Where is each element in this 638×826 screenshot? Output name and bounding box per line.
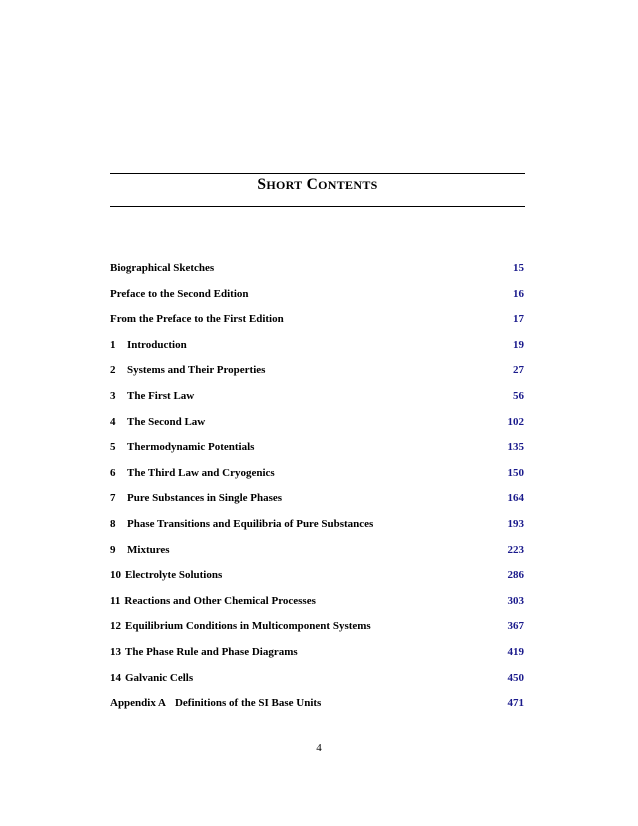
toc-entry-label[interactable]: Electrolyte Solutions [125,569,223,582]
title-rest-short: HORT [266,178,303,192]
toc-entry-number: 11 [110,594,121,607]
toc-entry[interactable] [110,262,524,288]
toc-list [110,262,524,723]
toc-entry-page[interactable]: 17 [513,313,524,326]
toc-entry-page[interactable]: 15 [513,262,524,274]
toc-entry-label[interactable]: Biographical Sketches [110,262,215,274]
toc-entry-label[interactable]: The Phase Rule and Phase Diagrams [125,645,298,658]
toc-entry[interactable] [110,672,524,698]
toc-entry-page[interactable]: 223 [507,543,524,556]
toc-entry-label[interactable]: Thermodynamic Potentials [127,441,255,454]
toc-entry-label[interactable]: Definitions of the SI Base Units [174,697,322,710]
toc-entry-label[interactable]: The Second Law [127,415,206,428]
toc-entry-number: 4 [110,415,116,428]
toc-entry-number: Appendix A [110,697,166,710]
toc-entry-label[interactable]: Systems and Their Properties [127,364,266,377]
toc-entry-label[interactable]: The First Law [127,389,195,402]
toc-entry-label[interactable]: From the Preface to the First Edition [110,313,284,326]
toc-entry-label[interactable]: Galvanic Cells [125,671,194,684]
toc-entry-number: 10 [110,569,121,582]
toc-entry-page[interactable]: 27 [513,364,524,377]
toc-entry[interactable] [110,595,524,621]
page-title [110,176,525,194]
toc-entry-number: 3 [110,389,116,402]
toc-entry-label[interactable]: Phase Transitions and Equilibria of Pure Substances [127,517,374,530]
title-rest-contents: ONTENTS [318,178,378,192]
toc-entry-page[interactable]: 164 [507,492,524,505]
toc-entry-number: 9 [110,543,116,556]
title-rule-top [110,173,525,174]
toc-entry[interactable] [110,467,524,493]
toc-entry[interactable] [110,620,524,646]
toc-entry-label[interactable]: Reactions and Other Chemical Processes [124,594,316,607]
toc-entry-page[interactable]: 471 [507,697,524,710]
toc-entry-page[interactable]: 135 [507,441,524,454]
toc-entry-number: 6 [110,466,116,479]
toc-entry-number: 13 [110,645,121,658]
toc-entry[interactable] [110,441,524,467]
toc-entry[interactable] [110,339,524,365]
toc-entry[interactable] [110,288,524,314]
toc-entry-number: 8 [110,517,116,530]
toc-entry[interactable] [110,313,524,339]
toc-entry-page[interactable]: 16 [513,287,524,300]
toc-entry-label[interactable]: The Third Law and Cryogenics [127,466,275,479]
title-initial-short: S [257,176,267,193]
toc-entry-page[interactable]: 193 [507,517,524,530]
toc-entry-page[interactable]: 419 [507,645,524,658]
toc-entry-number: 2 [110,364,116,377]
toc-entry-page[interactable]: 367 [507,620,524,633]
toc-entry-page[interactable]: 303 [507,594,524,607]
toc-entry-number: 14 [110,671,121,684]
toc-entry[interactable] [110,416,524,442]
toc-entry-label[interactable]: Equilibrium Conditions in Multicomponent Systems [125,620,371,633]
toc-entry-number: 5 [110,441,116,454]
title-initial-contents: C [306,176,319,193]
toc-entry[interactable] [110,697,524,723]
toc-entry[interactable] [110,492,524,518]
toc-entry-page[interactable]: 286 [507,569,524,582]
toc-entry-label[interactable]: Introduction [127,338,187,351]
title-rule-bottom [110,206,525,207]
toc-entry[interactable] [110,390,524,416]
toc-entry-page[interactable]: 450 [507,671,524,684]
toc-entry[interactable] [110,518,524,544]
toc-entry-number: 1 [110,338,116,351]
toc-entry-page[interactable]: 102 [507,415,524,428]
toc-entry[interactable] [110,364,524,390]
toc-entry-label[interactable]: Mixtures [127,543,170,556]
toc-entry[interactable] [110,544,524,570]
toc-entry-label[interactable]: Pure Substances in Single Phases [127,492,283,505]
toc-entry[interactable] [110,569,524,595]
toc-entry[interactable] [110,646,524,672]
toc-entry-page[interactable]: 56 [513,389,524,402]
toc-entry-number: 7 [110,492,116,505]
toc-entry-label[interactable]: Preface to the Second Edition [110,287,249,300]
page-number: 4 [316,742,322,754]
toc-entry-page[interactable]: 19 [513,338,524,351]
toc-entry-number: 12 [110,620,121,633]
toc-entry-page[interactable]: 150 [507,466,524,479]
